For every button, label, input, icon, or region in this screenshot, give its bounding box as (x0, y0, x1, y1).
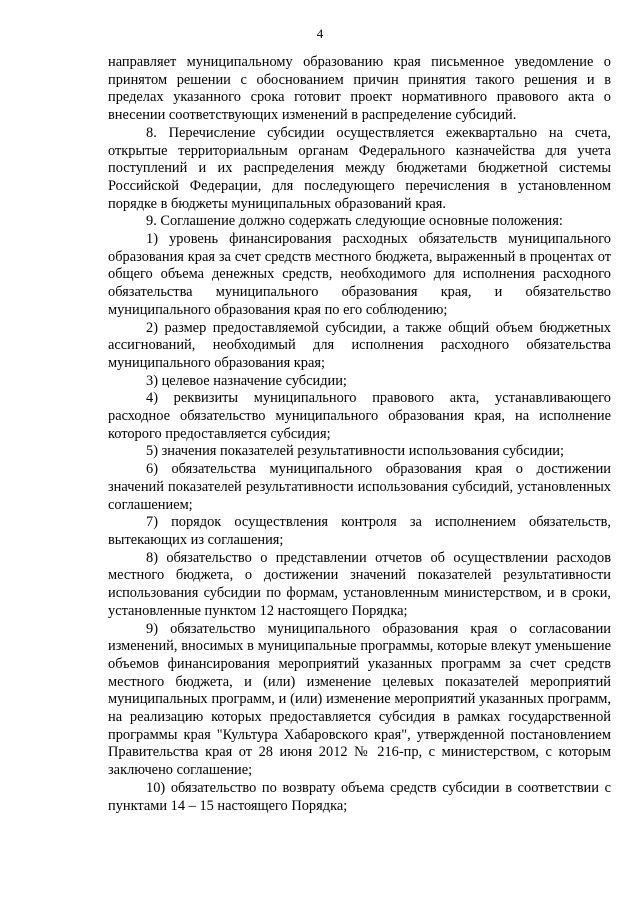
list-item-7: 7) порядок осуществления контроля за исполнением обязательств, вытекающих из соглашения; (108, 514, 611, 548)
list-item-3: 3) целевое назначение субсидии; (146, 372, 347, 389)
list-item-4: 4) реквизиты муниципального правового акта, устанавливающего расходное обязательство муниципального образования края, на исполнение которого предоставляется субсидия; (108, 390, 611, 442)
paragraph-item-8-transfer: 8. Перечисление субсидии осуществляется ежеквартально на счета, открытые территориальным органам Федерального казначейства для учета поступлений и их распределения между бюджетами бюджетной системы Российской Федерации, для последующего перечисления в установленном порядке в бюджеты муниципальных образований края. (108, 124, 611, 212)
list-item-5: 5) значения показателей результативности использования субсидии; (146, 443, 565, 460)
list-item-8: 8) обязательство о представлении отчетов об осуществлении расходов местного бюджета, о достижении значений показателей результативности использования субсидии по формам, установленным министерством, и в сроки, установленные пунктом 12 настоящего Порядка; (108, 549, 611, 619)
list-item-2: 2) размер предоставляемой субсидии, а также общий объем бюджетных ассигнований, необходимый для исполнения расходного обязательства муниципального образования края; (108, 319, 611, 371)
list-item-10: 10) обязательство по возврату объема средств субсидии в соответствии с пунктами 14 – 15 настоящего Порядка; (108, 779, 611, 814)
paragraph-item-9-agreement: 9. Соглашение должно содержать следующие основные положения: (146, 213, 563, 230)
paragraph-continuation: направляет муниципальному образованию края письменное уведомление о принятом решении с обоснованием причин принятия такого решения и в пределах указанного срока готовит проект нормативного правового акта о внесении соответствующих изменений в распределение субсидий. (108, 54, 611, 124)
document-body (108, 54, 611, 815)
list-item-9: 9) обязательство муниципального образования края о согласовании изменений, вносимых в муниципальные программы, которые влекут уменьшение объемов финансирования мероприятий указанных программ за счет средств местного бюджета, и (или) изменение целевых показателей мероприятий муниципальных программ, и (или) изменение мероприятий указанных программ, на реализацию которых предоставляется субсидия в рамках государственной программы края "Культура Хабаровского края", утвержденной постановлением Правительства края от 28 июня 2012 № 216-пр, с министерством, с которым заключено соглашение; (108, 620, 611, 779)
page-number: 4 (316, 26, 324, 41)
list-item-6: 6) обязательства муниципального образования края о достижении значений показателей результативности использования субсидий, установленных соглашением; (108, 461, 611, 513)
list-item-1: 1) уровень финансирования расходных обязательств муниципального образования края за счет средств местного бюджета, выраженный в процентах от общего объема денежных средств, необходимого для исполнения расходного обязательства муниципального образования края, и обязательство муниципального образования края по его соблюдению; (108, 231, 611, 318)
